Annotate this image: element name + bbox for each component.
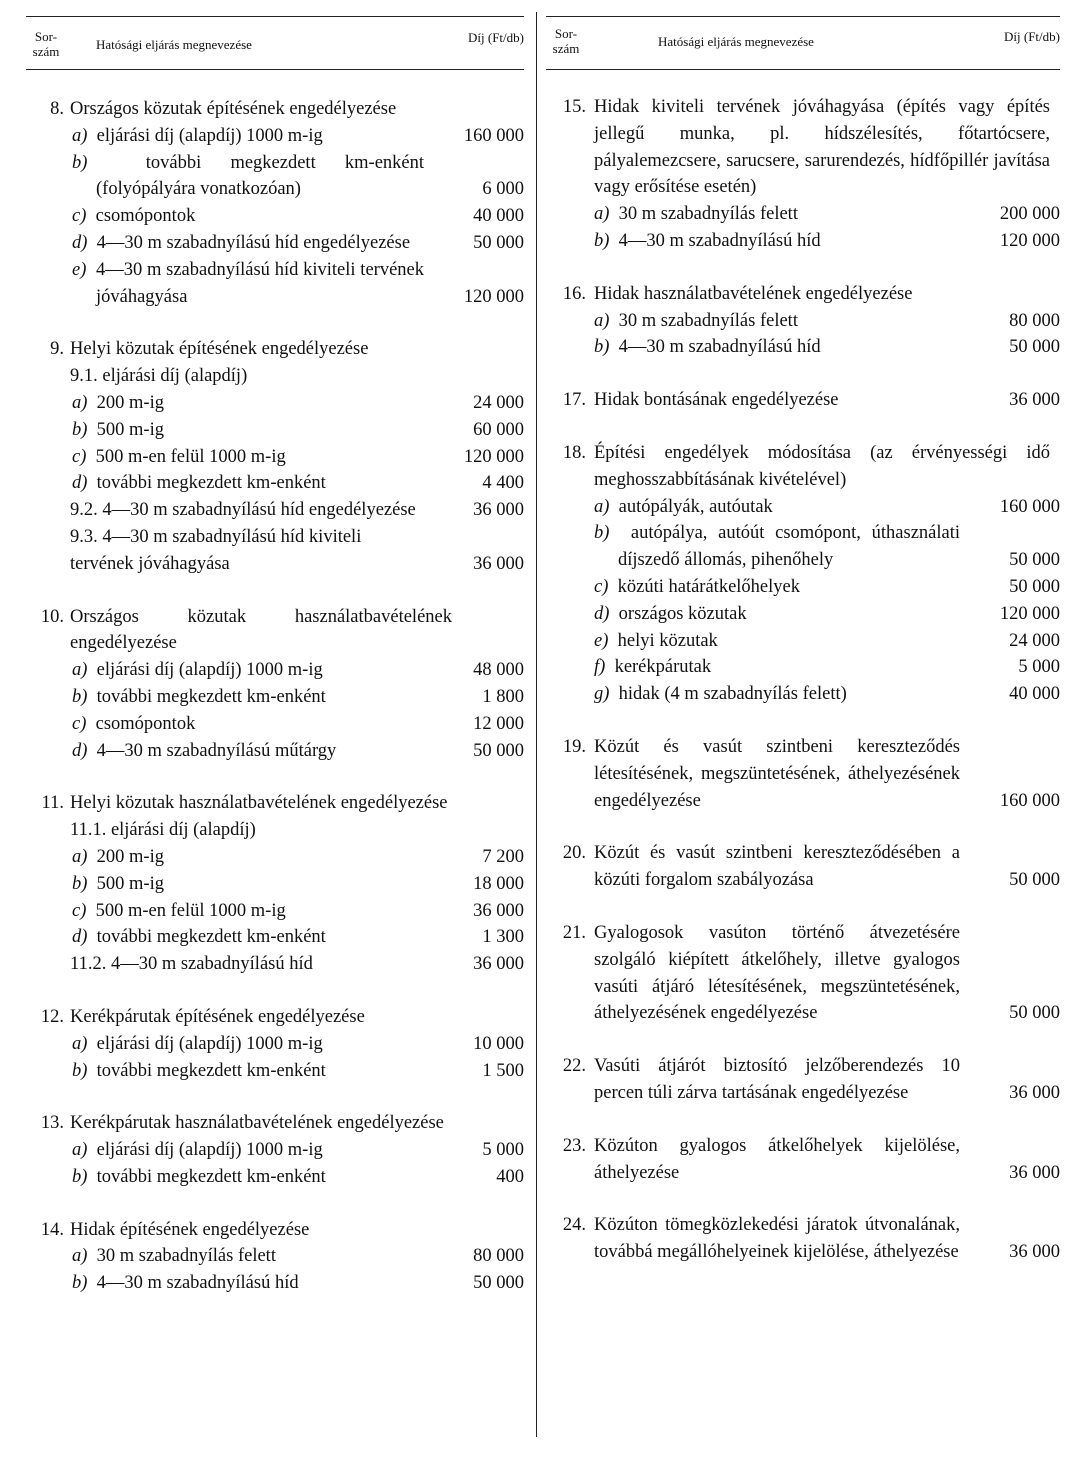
- header-fee: Díj (Ft/db): [1004, 29, 1060, 44]
- fee-item-label: további megkezdett km-enként (folyópályára vonatkozóan): [96, 152, 425, 200]
- fee-item: [26, 497, 524, 524]
- fee-item: [546, 654, 1060, 681]
- fee-item: [546, 308, 1060, 335]
- header-szam-text: szám: [552, 41, 580, 56]
- entry-number: 17.: [562, 390, 586, 411]
- fee-item-letter: b): [594, 523, 610, 544]
- fee-item: [546, 628, 1060, 655]
- fee-item-label: további megkezdett km-enként: [96, 1060, 326, 1081]
- fee-item-amount: 24 000: [1009, 630, 1060, 651]
- fee-item-text: [26, 738, 524, 765]
- entry-title-row: [546, 94, 1060, 201]
- fee-item-letter: a): [72, 1033, 88, 1054]
- entry-title: Helyi közutak építésének engedélyezése: [70, 339, 369, 360]
- fee-item: [26, 444, 524, 471]
- entry-title: Országos közutak építésének engedélyezése: [70, 99, 397, 119]
- header-szam-text: szám: [32, 44, 60, 59]
- fee-item-text: [546, 201, 1060, 228]
- entry-number: 20.: [562, 843, 586, 864]
- fee-item-label: 4—30 m szabadnyílású műtárgy: [96, 740, 337, 761]
- fee-item-label: 30 m szabadnyílás felett: [618, 310, 798, 331]
- fee-item: [26, 390, 524, 417]
- fee-item-label: további megkezdett km-enként: [96, 1166, 326, 1187]
- fee-item-text: [26, 684, 524, 711]
- fee-item-amount: 50 000: [1009, 337, 1060, 358]
- fee-item-label: eljárási díj (alapdíj) 1000 m-ig: [96, 1140, 323, 1161]
- fee-item: [26, 844, 524, 871]
- fee-item-amount: 1 300: [482, 927, 524, 948]
- fee-item: [26, 1243, 524, 1270]
- fee-item-label: 30 m szabadnyílás felett: [618, 204, 798, 225]
- entry-title-row: [546, 1212, 1060, 1266]
- fee-item-amount: 60 000: [473, 419, 524, 440]
- fee-item-label: országos közutak: [618, 603, 747, 624]
- fee-item-text: [26, 1058, 524, 1085]
- entry-fee: 36 000: [1009, 1082, 1060, 1103]
- fee-item: [26, 898, 524, 925]
- fee-entry: [546, 1053, 1060, 1107]
- fee-item-text: [26, 363, 524, 390]
- table-header: [546, 17, 1060, 69]
- entry-title: Közúton gyalogos átkelőhelyek kijelölése, áthelyezése: [594, 1135, 960, 1183]
- entry-title-row: [546, 920, 1060, 1027]
- fee-item-label: csomópontok: [95, 206, 196, 227]
- fee-item-text: [26, 470, 524, 497]
- fee-item-amount: 80 000: [1009, 310, 1060, 331]
- fee-item-letter: d): [72, 740, 88, 761]
- fee-item-text: [546, 494, 1060, 521]
- fee-item-text: [26, 123, 524, 150]
- fee-item-amount: 7 200: [482, 846, 524, 867]
- entry-number: 18.: [562, 442, 586, 463]
- fee-item-text: [26, 417, 524, 444]
- entry-title-row: [546, 281, 1060, 308]
- header-rule-bottom: [546, 69, 1060, 70]
- fee-item-letter: b): [594, 337, 610, 358]
- entry-title-row: [546, 734, 1060, 814]
- fee-item-letter: c): [72, 900, 87, 921]
- fee-item: [546, 601, 1060, 628]
- fee-item: [26, 711, 524, 738]
- fee-item-text: [26, 1031, 524, 1058]
- entry-title-row: [26, 1110, 524, 1137]
- fee-item: [26, 1031, 524, 1058]
- entry-title: Hidak használatbavételének engedélyezése: [594, 283, 913, 304]
- fee-item-text: [26, 497, 524, 524]
- fee-item-letter: a): [72, 392, 88, 413]
- fee-item-amount: 80 000: [473, 1246, 524, 1267]
- fee-item: [546, 228, 1060, 255]
- entry-number: 22.: [562, 1056, 586, 1077]
- fee-item-label: 500 m-en felül 1000 m-ig: [95, 900, 286, 921]
- fee-item-text: [26, 1243, 524, 1270]
- fee-item-text: [26, 951, 524, 978]
- entry-number: 8.: [50, 99, 64, 119]
- fee-item-text: [26, 1164, 524, 1191]
- fee-item-label: 4—30 m szabadnyílású híd kiviteli tervének jóváhagyása: [95, 259, 424, 307]
- fee-item: [26, 1270, 524, 1297]
- fee-item-text: [546, 308, 1060, 335]
- fee-item-text: [26, 871, 524, 898]
- fee-item-amount: 36 000: [473, 954, 524, 975]
- fee-item-text: [546, 574, 1060, 601]
- fee-entry: [546, 1133, 1060, 1187]
- fee-item-letter: d): [72, 232, 88, 253]
- fee-item-amount: 400: [496, 1166, 524, 1187]
- fee-item-letter: b): [72, 1273, 88, 1294]
- fee-item-label: 9.1. eljárási díj (alapdíj): [70, 366, 248, 387]
- entry-number: 15.: [562, 97, 586, 117]
- entry-title-row: [26, 790, 524, 817]
- fee-item-label: autópályák, autóutak: [618, 496, 773, 517]
- entry-title-row: [546, 387, 1060, 414]
- fee-item-label: 30 m szabadnyílás felett: [96, 1246, 276, 1267]
- fee-item-amount: 18 000: [473, 873, 524, 894]
- fee-item-letter: d): [594, 603, 610, 624]
- fee-item-label: autópálya, autóút csomópont, úthasználati díjszedő állomás, pihenőhely: [618, 523, 960, 571]
- entry-title: Országos közutak használatbavételének engedélyezése: [70, 606, 452, 654]
- fee-item-label: eljárási díj (alapdíj) 1000 m-ig: [96, 1033, 323, 1054]
- entry-title-row: [26, 1004, 524, 1031]
- entry-title-row: [546, 1133, 1060, 1187]
- entry-title: Közúton tömegközlekedési járatok útvonalának, továbbá megállóhelyeinek kijelölése, áthelyezése: [594, 1215, 960, 1263]
- entry-title: Helyi közutak használatbavételének engedélyezése: [70, 793, 448, 814]
- fee-item-amount: 1 500: [482, 1060, 524, 1081]
- fee-item-letter: d): [72, 927, 88, 948]
- fee-entry: [546, 840, 1060, 894]
- entry-fee: 50 000: [1009, 1003, 1060, 1024]
- fee-item-label: 500 m-ig: [96, 873, 164, 894]
- right-column: [546, 16, 1060, 1266]
- fee-item-amount: 50 000: [473, 1273, 524, 1294]
- table-header: [26, 17, 524, 69]
- header-rule-bottom: [26, 69, 524, 70]
- entry-title: Építési engedélyek módosítása (az érvényességi idő meghosszabbításának kivételével): [594, 442, 1050, 490]
- fee-item-amount: 36 000: [473, 553, 524, 574]
- header-sor-text: Sor-: [554, 26, 578, 41]
- header-name: Hatósági eljárás megnevezése: [658, 34, 814, 49]
- entry-title-row: [26, 604, 524, 658]
- fee-item-amount: 1 800: [482, 686, 524, 707]
- entry-title: Hidak kiviteli tervének jóváhagyása (építés vagy építés jellegű munka, pl. hídszélesítés, főtartócsere, pályalemezcsere, sarucsere, sarurendezés, hídfőpillér javítása vagy erősítése esetén): [594, 97, 1050, 198]
- header-fee: Díj (Ft/db): [468, 30, 524, 45]
- fee-item-text: [26, 1137, 524, 1164]
- fee-item-text: [26, 898, 524, 925]
- fee-item-label: 11.2. 4—30 m szabadnyílású híd: [70, 954, 313, 975]
- fee-item-label: közúti határátkelőhelyek: [617, 576, 800, 597]
- fee-item-label: további megkezdett km-enként: [96, 927, 326, 948]
- fee-item-letter: a): [72, 660, 88, 681]
- fee-item-label: 4—30 m szabadnyílású híd: [618, 337, 821, 358]
- fee-item: [26, 363, 524, 390]
- fee-item-amount: 160 000: [999, 496, 1060, 517]
- entry-number: 24.: [562, 1215, 586, 1236]
- fee-item-letter: a): [594, 496, 610, 517]
- fee-item-text: [26, 924, 524, 951]
- fee-item-text: [546, 681, 1060, 708]
- entry-title-row: [26, 1217, 524, 1244]
- fee-item-letter: d): [72, 473, 88, 494]
- entry-title-row: [546, 840, 1060, 894]
- fee-item: [26, 470, 524, 497]
- fee-item: [26, 924, 524, 951]
- fee-item-label: csomópontok: [95, 713, 196, 734]
- fee-entry: [546, 387, 1060, 414]
- fee-item-amount: 36 000: [473, 500, 524, 521]
- fee-item: [26, 150, 524, 204]
- fee-item: [546, 494, 1060, 521]
- fee-item-amount: 160 000: [463, 125, 524, 146]
- fee-entry: [26, 604, 524, 765]
- fee-item-letter: b): [72, 419, 88, 440]
- entry-fee: 36 000: [1009, 390, 1060, 411]
- fee-item-label: további megkezdett km-enként: [96, 686, 326, 707]
- fee-item: [546, 681, 1060, 708]
- fee-item-label: helyi közutak: [617, 630, 718, 651]
- fee-item-amount: 50 000: [1009, 550, 1060, 571]
- fee-entry: [546, 281, 1060, 361]
- header-sor-text: Sor-: [34, 29, 58, 44]
- fee-item-label: 4—30 m szabadnyílású híd: [96, 1273, 299, 1294]
- fee-item-text: [546, 654, 1060, 681]
- fee-item: [26, 1058, 524, 1085]
- entry-number: 23.: [562, 1135, 586, 1156]
- fee-item-label: 500 m-en felül 1000 m-ig: [95, 446, 286, 467]
- fee-item: [26, 951, 524, 978]
- fee-item-amount: 50 000: [1009, 576, 1060, 597]
- fee-entry: [546, 734, 1060, 814]
- fee-item: [26, 417, 524, 444]
- entry-fee: 160 000: [999, 790, 1060, 811]
- entry-number: 13.: [40, 1113, 64, 1134]
- entry-fee: 50 000: [1009, 870, 1060, 891]
- fee-item-label: 4—30 m szabadnyílású híd: [618, 230, 821, 251]
- fee-item-text: [26, 257, 524, 311]
- fee-item-letter: a): [594, 310, 610, 331]
- left-entries: [26, 96, 524, 1297]
- entry-number: 10.: [40, 606, 64, 627]
- fee-item-text: [546, 334, 1060, 361]
- fee-item-letter: a): [72, 846, 88, 867]
- fee-item-label: eljárási díj (alapdíj) 1000 m-ig: [96, 125, 323, 146]
- fee-item-text: [26, 203, 524, 230]
- entry-title: Gyalogosok vasúton történő átvezetésére szolgáló kiépített átkelőhely, illetve gyalogos vasúti átjáró létesítésének, megszüntetésének, áthelyezésének engedélyezése: [594, 922, 960, 1024]
- fee-item: [26, 123, 524, 150]
- fee-item: [546, 334, 1060, 361]
- fee-item-amount: 24 000: [473, 392, 524, 413]
- entry-number: 12.: [40, 1006, 64, 1027]
- fee-item-letter: c): [594, 576, 609, 597]
- fee-item-label: eljárási díj (alapdíj) 1000 m-ig: [96, 660, 323, 681]
- left-column: [26, 16, 524, 1297]
- column-divider: [536, 12, 537, 1437]
- header-sorszam: [26, 29, 66, 59]
- entry-number: 11.: [41, 793, 64, 814]
- entry-title-row: [26, 96, 524, 123]
- fee-item-label: 200 m-ig: [96, 846, 164, 867]
- fee-item-letter: f): [594, 657, 606, 678]
- fee-entry: [26, 790, 524, 978]
- fee-entry: [26, 336, 524, 577]
- fee-item: [26, 230, 524, 257]
- entry-title: Hidak bontásának engedélyezése: [594, 390, 839, 411]
- fee-item-text: [26, 817, 524, 844]
- fee-item-label: kerékpárutak: [614, 657, 712, 678]
- fee-item: [546, 574, 1060, 601]
- fee-item-amount: 120 000: [999, 603, 1060, 624]
- fee-item-letter: a): [72, 1140, 88, 1161]
- fee-item-letter: b): [72, 1060, 88, 1081]
- fee-item-text: [546, 628, 1060, 655]
- fee-item-amount: 40 000: [473, 206, 524, 227]
- fee-item-text: [26, 444, 524, 471]
- fee-item: [26, 524, 524, 578]
- fee-entry: [546, 94, 1060, 255]
- fee-item: [26, 1164, 524, 1191]
- fee-item-amount: 10 000: [473, 1033, 524, 1054]
- entry-fee: 36 000: [1009, 1242, 1060, 1263]
- entry-title: Közút és vasút szintbeni kereszteződésében a közúti forgalom szabályozása: [594, 843, 960, 891]
- fee-item-amount: 50 000: [473, 740, 524, 761]
- fee-entry: [26, 96, 524, 310]
- fee-item: [26, 203, 524, 230]
- entry-number: 14.: [40, 1219, 64, 1240]
- fee-item: [26, 738, 524, 765]
- fee-item-label: 11.1. eljárási díj (alapdíj): [70, 820, 256, 841]
- entry-title: Közút és vasút szintbeni kereszteződés létesítésének, megszüntetésének, áthelyezésének engedélyezése: [594, 736, 960, 811]
- fee-item-amount: 36 000: [473, 900, 524, 921]
- fee-item-text: [546, 520, 1060, 574]
- entry-title: Kerékpárutak használatbavételének engedélyezése: [70, 1113, 444, 1134]
- fee-item-text: [26, 711, 524, 738]
- fee-item-amount: 120 000: [463, 286, 524, 307]
- fee-item-amount: 120 000: [999, 230, 1060, 251]
- fee-item-amount: 6 000: [482, 179, 524, 200]
- entry-number: 21.: [562, 922, 586, 943]
- fee-item-letter: b): [72, 686, 88, 707]
- fee-item-label: hidak (4 m szabadnyílás felett): [618, 684, 847, 705]
- header-sorszam: [546, 26, 586, 56]
- fee-entry: [26, 1004, 524, 1084]
- entry-title: Kerékpárutak építésének engedélyezése: [70, 1006, 365, 1027]
- fee-item-letter: c): [72, 206, 87, 227]
- fee-item-text: [26, 524, 524, 578]
- fee-item: [26, 1137, 524, 1164]
- fee-item-letter: b): [72, 152, 88, 173]
- fee-item-letter: a): [72, 125, 88, 146]
- fee-item-letter: e): [594, 630, 609, 651]
- fee-entry: [546, 920, 1060, 1027]
- fee-item-text: [26, 150, 524, 204]
- fee-item: [26, 684, 524, 711]
- fee-item-letter: e): [72, 259, 87, 280]
- fee-item-text: [546, 228, 1060, 255]
- fee-item: [26, 257, 524, 311]
- fee-item-letter: b): [72, 873, 88, 894]
- fee-item-amount: 5 000: [482, 1140, 524, 1161]
- entry-number: 16.: [562, 283, 586, 304]
- fee-item-label: 9.3. 4—30 m szabadnyílású híd kiviteli tervének jóváhagyása: [70, 526, 362, 574]
- fee-item-amount: 40 000: [1009, 684, 1060, 705]
- fee-item-text: [26, 390, 524, 417]
- fee-item: [26, 817, 524, 844]
- fee-entry: [26, 1110, 524, 1190]
- header-name: Hatósági eljárás megnevezése: [96, 37, 252, 52]
- fee-item-amount: 200 000: [999, 204, 1060, 225]
- fee-item-letter: a): [594, 204, 610, 225]
- fee-item-label: 200 m-ig: [96, 392, 164, 413]
- fee-item-label: 4—30 m szabadnyílású híd engedélyezése: [96, 232, 411, 253]
- fee-item-letter: b): [594, 230, 610, 251]
- fee-item-text: [546, 601, 1060, 628]
- entry-fee: 36 000: [1009, 1162, 1060, 1183]
- fee-item-letter: a): [72, 1246, 88, 1267]
- fee-entry: [546, 440, 1060, 708]
- fee-item: [26, 657, 524, 684]
- entry-title: Vasúti átjárót biztosító jelzőberendezés 10 percen túli zárva tartásának engedélyezése: [594, 1056, 960, 1103]
- entry-title: Hidak építésének engedélyezése: [70, 1219, 310, 1240]
- entry-number: 9.: [50, 339, 64, 360]
- fee-item-amount: 50 000: [473, 232, 524, 253]
- fee-item-label: további megkezdett km-enként: [96, 473, 326, 494]
- fee-item-label: 500 m-ig: [96, 419, 164, 440]
- fee-entry: [26, 1217, 524, 1297]
- fee-item-amount: 4 400: [482, 473, 524, 494]
- entry-title-row: [546, 1053, 1060, 1107]
- fee-item-letter: b): [72, 1166, 88, 1187]
- fee-item-letter: c): [72, 713, 87, 734]
- fee-item-amount: 12 000: [473, 713, 524, 734]
- fee-item-text: [26, 1270, 524, 1297]
- fee-item: [26, 871, 524, 898]
- fee-item-text: [26, 230, 524, 257]
- fee-item: [546, 201, 1060, 228]
- fee-item-amount: 120 000: [463, 446, 524, 467]
- fee-item-letter: c): [72, 446, 87, 467]
- entry-title-row: [26, 336, 524, 363]
- fee-item-label: 9.2. 4—30 m szabadnyílású híd engedélyezése: [70, 500, 416, 521]
- entry-title-row: [546, 440, 1060, 494]
- fee-item-amount: 48 000: [473, 660, 524, 681]
- fee-item-text: [26, 844, 524, 871]
- fee-item-letter: g): [594, 684, 610, 705]
- fee-item: [546, 520, 1060, 574]
- right-entries: [546, 94, 1060, 1266]
- fee-item-amount: 5 000: [1018, 657, 1060, 678]
- entry-number: 19.: [562, 736, 586, 757]
- fee-entry: [546, 1212, 1060, 1266]
- fee-item-text: [26, 657, 524, 684]
